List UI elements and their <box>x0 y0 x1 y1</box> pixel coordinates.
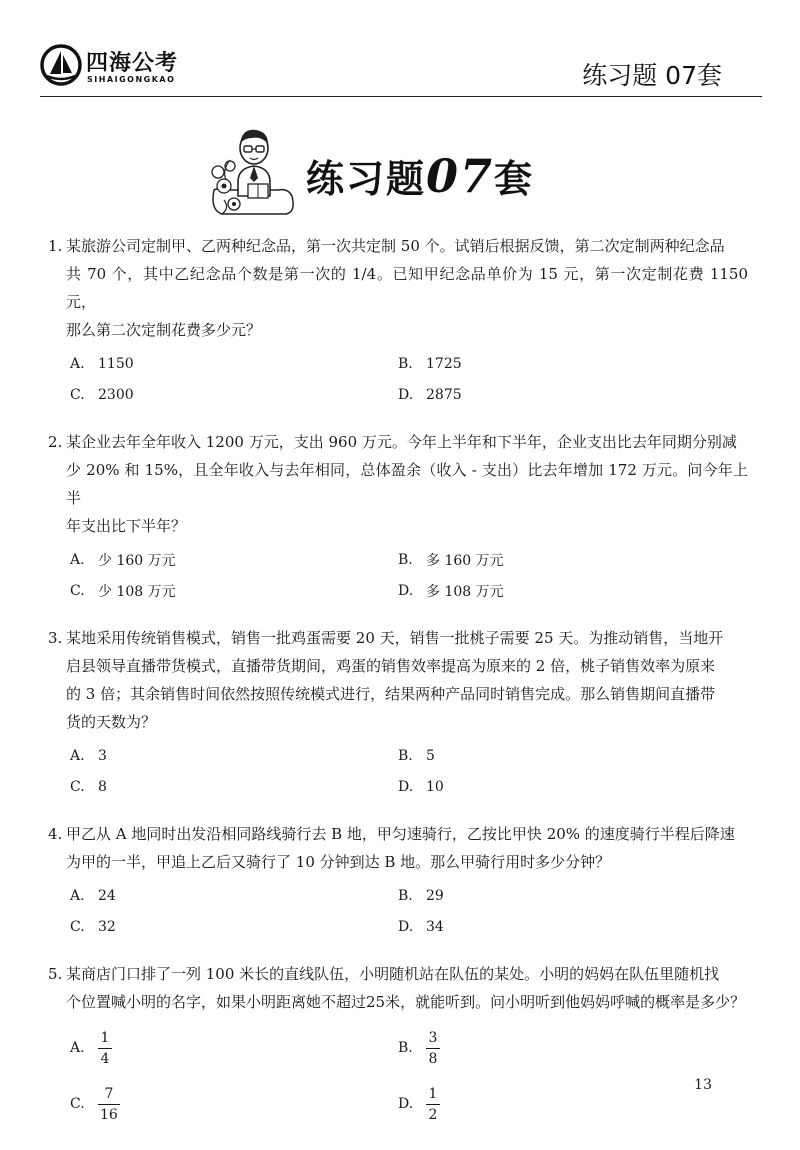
option-a <box>70 888 398 904</box>
banner-title-prefix: 练习题 <box>306 157 427 201</box>
question-text: 某商店门口排了一列 100 米长的直线队伍，小明随机站在队伍的某处。小明的妈妈在队伍里随机找 <box>66 965 720 983</box>
question-text: 启县领导直播带货模式，直播带货期间，鸡蛋的销售效率提高为原来的 2 倍，桃子销售效率为原来 <box>66 657 716 675</box>
option-letter: C. <box>70 918 85 935</box>
question-number: 2. <box>48 433 63 451</box>
question-stem-line <box>48 232 748 260</box>
option-row <box>70 911 748 942</box>
question-stem-line <box>48 680 748 708</box>
option-text: 少 108 万元 <box>98 583 176 600</box>
answer-options <box>48 544 748 606</box>
option-text: 2875 <box>426 386 462 403</box>
question-stem-line <box>48 624 748 652</box>
option-text: 少 160 万元 <box>98 552 176 569</box>
question-number: 3. <box>48 629 63 647</box>
option-d <box>398 919 726 935</box>
option-text: 29 <box>426 887 444 904</box>
option-letter: A. <box>70 551 85 568</box>
option-row <box>70 1076 748 1132</box>
option-a <box>70 748 398 764</box>
fraction-bar <box>426 1048 440 1049</box>
option-text: 1725 <box>426 355 462 372</box>
question-stem-line <box>48 260 748 316</box>
sailboat-logo-icon <box>40 44 82 86</box>
option-letter: D. <box>398 918 414 935</box>
question-stem-line <box>48 428 748 456</box>
option-c <box>70 919 398 935</box>
option-letter: B. <box>398 887 413 904</box>
option-fraction <box>98 1030 112 1067</box>
fraction-bar <box>98 1104 120 1105</box>
banner-title-number: 07 <box>426 149 495 203</box>
question-text: 年支出比下半年？ <box>66 517 187 535</box>
option-letter: C. <box>70 386 85 403</box>
option-row <box>70 379 748 410</box>
option-row <box>70 880 748 911</box>
question-1 <box>48 232 748 410</box>
option-d <box>398 779 726 795</box>
option-row <box>70 771 748 802</box>
question-text: 某旅游公司定制甲、乙两种纪念品，第一次共定制 50 个。试销后根据反馈，第二次定制两种纪念品 <box>66 237 725 255</box>
question-text: 为甲的一半，甲追上乙后又骑行了 10 分钟到达 B 地。那么甲骑行用时多少分钟？ <box>66 853 611 871</box>
question-text: 某地采用传统销售模式，销售一批鸡蛋需要 20 天，销售一批桃子需要 25 天。为推动销售，当地开 <box>66 629 724 647</box>
question-2 <box>48 428 748 606</box>
option-fraction <box>426 1030 440 1067</box>
title-banner <box>208 120 538 220</box>
option-letter: D. <box>398 582 414 599</box>
question-stem <box>48 428 748 540</box>
option-d <box>398 581 726 601</box>
question-3 <box>48 624 748 802</box>
logo-chinese-text: 四海公考 <box>86 51 179 76</box>
option-a <box>70 550 398 570</box>
option-letter: A. <box>70 747 85 764</box>
option-row <box>70 575 748 606</box>
question-stem <box>48 960 748 1016</box>
answer-options <box>48 880 748 942</box>
fraction-numerator: 3 <box>428 1029 438 1046</box>
question-text: 甲乙从 A 地同时出发沿相同路线骑行去 B 地，甲匀速骑行，乙按比甲快 20% 的速度骑行半程后降速 <box>66 825 735 843</box>
fraction-numerator: 1 <box>100 1029 110 1046</box>
option-b <box>398 550 726 570</box>
question-text: 少 20% 和 15%，且全年收入与去年相同，总体盈余（收入 - 支出）比去年增加 172 万元。问今年上半 <box>66 461 748 507</box>
option-row <box>70 544 748 575</box>
question-stem <box>48 624 748 736</box>
option-letter: D. <box>398 386 414 403</box>
question-text: 的 3 倍；其余销售时间依然按照传统模式进行，结果两种产品同时销售完成。那么销售期间直播带 <box>66 685 716 703</box>
question-stem <box>48 232 748 344</box>
option-letter: A. <box>70 1040 85 1056</box>
fraction-numerator: 1 <box>428 1085 438 1102</box>
option-d <box>398 1086 726 1123</box>
option-text: 34 <box>426 918 444 935</box>
fraction-denominator: 4 <box>100 1050 110 1067</box>
banner-title <box>306 148 534 203</box>
question-5 <box>48 960 748 1132</box>
option-fraction <box>98 1086 120 1123</box>
question-stem-line <box>48 512 748 540</box>
option-c <box>70 779 398 795</box>
option-letter: D. <box>398 778 414 795</box>
question-stem-line <box>48 960 748 988</box>
option-text: 多 108 万元 <box>426 583 504 600</box>
question-number: 4. <box>48 825 63 843</box>
option-b <box>398 748 726 764</box>
banner-title-suffix: 套 <box>494 157 535 201</box>
question-stem-line <box>48 708 748 736</box>
question-stem-line <box>48 848 748 876</box>
option-letter: B. <box>398 355 413 372</box>
option-a <box>70 1030 398 1067</box>
option-d <box>398 387 726 403</box>
option-a <box>70 356 398 372</box>
answer-options <box>48 1020 748 1132</box>
option-letter: D. <box>398 1096 414 1112</box>
question-4 <box>48 820 748 942</box>
option-c <box>70 387 398 403</box>
question-text: 某企业去年全年收入 1200 万元，支出 960 万元。今年上半年和下半年，企业支出比去年同期分别减 <box>66 433 737 451</box>
question-stem-line <box>48 456 748 512</box>
option-text: 5 <box>426 747 435 764</box>
header-title: 练习题 07套 <box>582 61 722 90</box>
question-stem <box>48 820 748 876</box>
option-c <box>70 1086 398 1123</box>
option-text: 24 <box>98 887 116 904</box>
answer-options <box>48 740 748 802</box>
fraction-bar <box>426 1104 440 1105</box>
question-text: 那么第二次定制花费多少元？ <box>66 321 262 339</box>
option-text: 8 <box>98 778 107 795</box>
question-text: 个位置喊小明的名字，如果小明距离她不超过25米，就能听到。问小明听到他妈妈呼喊的概率是多少？ <box>66 993 746 1011</box>
fraction-denominator: 2 <box>428 1106 438 1123</box>
option-row <box>70 1020 748 1076</box>
option-letter: C. <box>70 1096 85 1112</box>
question-stem-line <box>48 820 748 848</box>
option-text: 1150 <box>98 355 134 372</box>
teacher-mascot-icon <box>208 120 298 220</box>
option-letter: B. <box>398 747 413 764</box>
option-letter: B. <box>398 1040 413 1056</box>
fraction-denominator: 16 <box>100 1106 118 1123</box>
option-b <box>398 356 726 372</box>
logo-english-text: SIHAIGONGKAO <box>87 75 176 84</box>
brand-logo <box>40 44 180 94</box>
header-divider <box>40 96 762 97</box>
option-text: 32 <box>98 918 116 935</box>
option-b <box>398 888 726 904</box>
option-row <box>70 740 748 771</box>
answer-options <box>48 348 748 410</box>
option-letter: C. <box>70 778 85 795</box>
option-b <box>398 1030 726 1067</box>
option-row <box>70 348 748 379</box>
option-c <box>70 581 398 601</box>
option-text: 多 160 万元 <box>426 552 504 569</box>
question-stem-line <box>48 652 748 680</box>
page-number: 13 <box>694 1077 712 1093</box>
option-letter: A. <box>70 887 85 904</box>
question-stem-line <box>48 988 748 1016</box>
fraction-bar <box>98 1048 112 1049</box>
fraction-numerator: 7 <box>104 1085 114 1102</box>
page-header <box>0 0 800 100</box>
option-fraction <box>426 1086 440 1123</box>
option-text: 2300 <box>98 386 134 403</box>
option-letter: A. <box>70 355 85 372</box>
question-number: 5. <box>48 965 63 983</box>
question-text: 共 70 个，其中乙纪念品个数是第一次的 1/4。已知甲纪念品单价为 15 元，第一次定制花费 1150 元， <box>66 265 748 311</box>
option-letter: B. <box>398 551 413 568</box>
question-number: 1. <box>48 237 63 255</box>
question-stem-line <box>48 316 748 344</box>
fraction-denominator: 8 <box>428 1050 438 1067</box>
question-list <box>48 232 748 1150</box>
question-text: 货的天数为？ <box>66 713 157 731</box>
option-text: 10 <box>426 778 444 795</box>
option-letter: C. <box>70 582 85 599</box>
option-text: 3 <box>98 747 107 764</box>
